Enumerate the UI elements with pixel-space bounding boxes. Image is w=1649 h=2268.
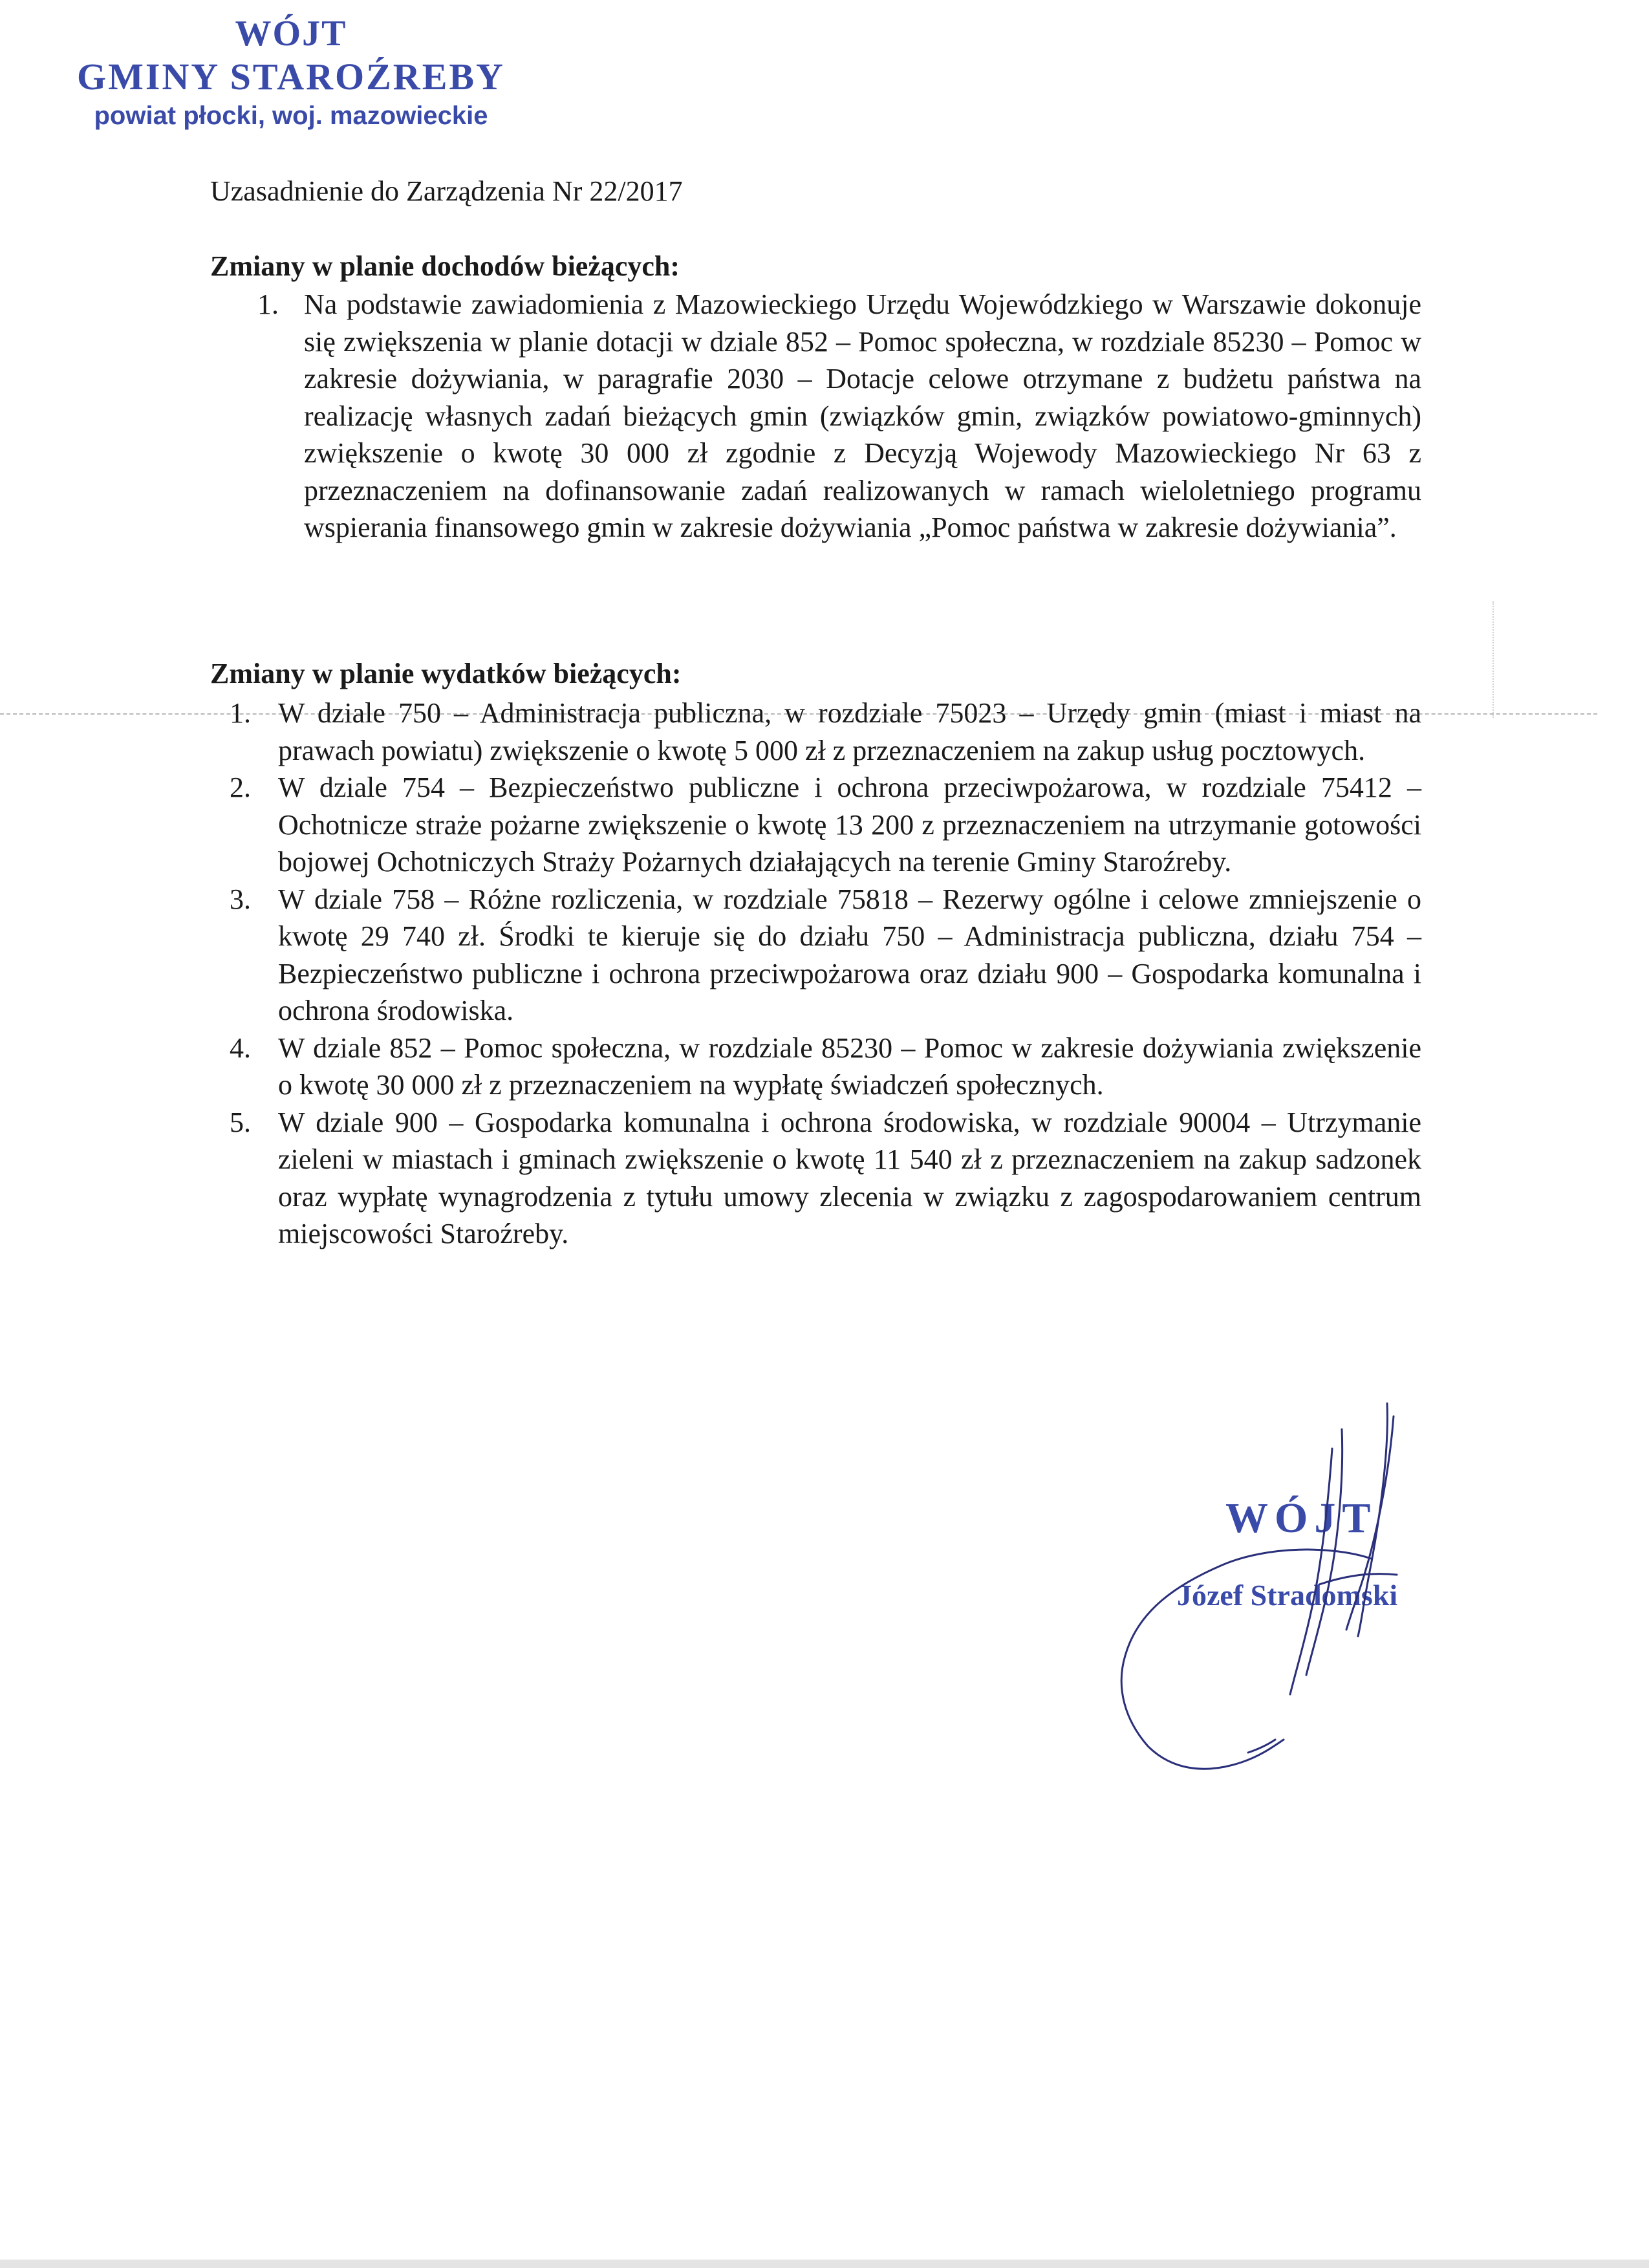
list-item [230,695,1421,769]
list-item [257,286,1421,546]
income-section-heading: Zmiany w planie dochodów bieżących: [210,250,680,282]
signature-stamp-title: WÓJT [1225,1495,1377,1542]
list-item-text: W dziale 900 – Gospodarka komunalna i ochrona środowiska, w rozdziale 90004 – Utrzymanie zieleni w miastach i gminach zwiększenie o kwotę 11 540 zł z przeznaczeniem na zakup sadzonek oraz wypłatę wynagrodzenia z tytułu umowy zlecenia w związku z zagospodarowaniem centrum miejscowości Staroźreby. [278,1106,1421,1249]
expense-section-heading: Zmiany w planie wydatków bieżących: [210,658,682,689]
income-changes-list [257,286,1421,546]
stamp-line-district: powiat płocki, woj. mazowieckie [94,102,488,130]
list-item-text: W dziale 852 – Pomoc społeczna, w rozdziale 85230 – Pomoc w zakresie dożywiania zwiększenie o kwotę 30 000 zł z przeznaczeniem na wypłatę świadczeń społecznych. [278,1031,1421,1101]
list-item [230,881,1421,1030]
list-item [230,1104,1421,1253]
list-item-text: Na podstawie zawiadomienia z Mazowieckiego Urzędu Wojewódzkiego w Warszawie dokonuje się zwiększenia w planie dotacji w dziale 852 – Pomoc społeczna, w rozdziale 85230 – Pomoc w zakresie dożywiania, w paragrafie 2030 – Dotacje celowe otrzymane z budżetu państwa na realizację własnych zadań bieżących gmin (związków gmin, związków powiatowo-gminnych) zwiększenie o kwotę 30 000 zł zgodnie z Decyzją Wojewody Mazowieckiego Nr 63 z przeznaczeniem na dofinansowanie zadań realizowanych w ramach wieloletniego programu wspierania finansowego gmin w zakresie dożywiania „Pomoc państwa w zakresie dożywiania”. [304,288,1421,543]
list-item-number: 2. [230,772,251,803]
list-item-text: W dziale 750 – Administracja publiczna, w rozdziale 75023 – Urzędy gmin (miast i miast na prawach powiatu) zwiększenie o kwotę 5 000 zł z przeznaczeniem na zakup usług pocztowych. [278,697,1421,766]
list-item-number: 1. [257,288,279,320]
document-title: Uzasadnienie do Zarządzenia Nr 22/2017 [210,175,683,207]
handwritten-signature [1035,1390,1487,1811]
scan-artifact-dots [1493,601,1498,718]
list-item-text: W dziale 754 – Bezpieczeństwo publiczne i ochrona przeciwpożarowa, w rozdziale 75412 – Ochotnicze straże pożarne zwiększenie o kwotę 13 200 z przeznaczeniem na utrzymanie gotowości bojowej Ochotniczych Straży Pożarnych działających na terenie Gminy Staroźreby. [278,772,1421,878]
stamp-line-municipality: GMINY STAROŹREBY [77,56,505,98]
official-header-stamp [58,13,524,132]
list-item [230,1030,1421,1104]
list-item-number: 5. [230,1106,251,1138]
list-item-number: 4. [230,1031,251,1064]
stamp-line-wojt: WÓJT [235,14,347,54]
scan-artifact-bottom-edge [0,2260,1649,2268]
signature-stamp-name: Józef Stradomski [1177,1579,1398,1612]
list-item [230,769,1421,881]
list-item-number: 3. [230,883,251,915]
list-item-number: 1. [230,697,251,729]
list-item-text: W dziale 758 – Różne rozliczenia, w rozdziale 75818 – Rezerwy ogólne i celowe zmniejszenie o kwotę 29 740 zł. Środki te kieruje się do działu 750 – Administracja publiczna, działu 754 – Bezpieczeństwo publiczne i ochrona przeciwpożarowa oraz działu 900 – Gospodarka komunalna i ochrona środowiska. [278,883,1421,1026]
expense-changes-list [230,695,1421,1253]
